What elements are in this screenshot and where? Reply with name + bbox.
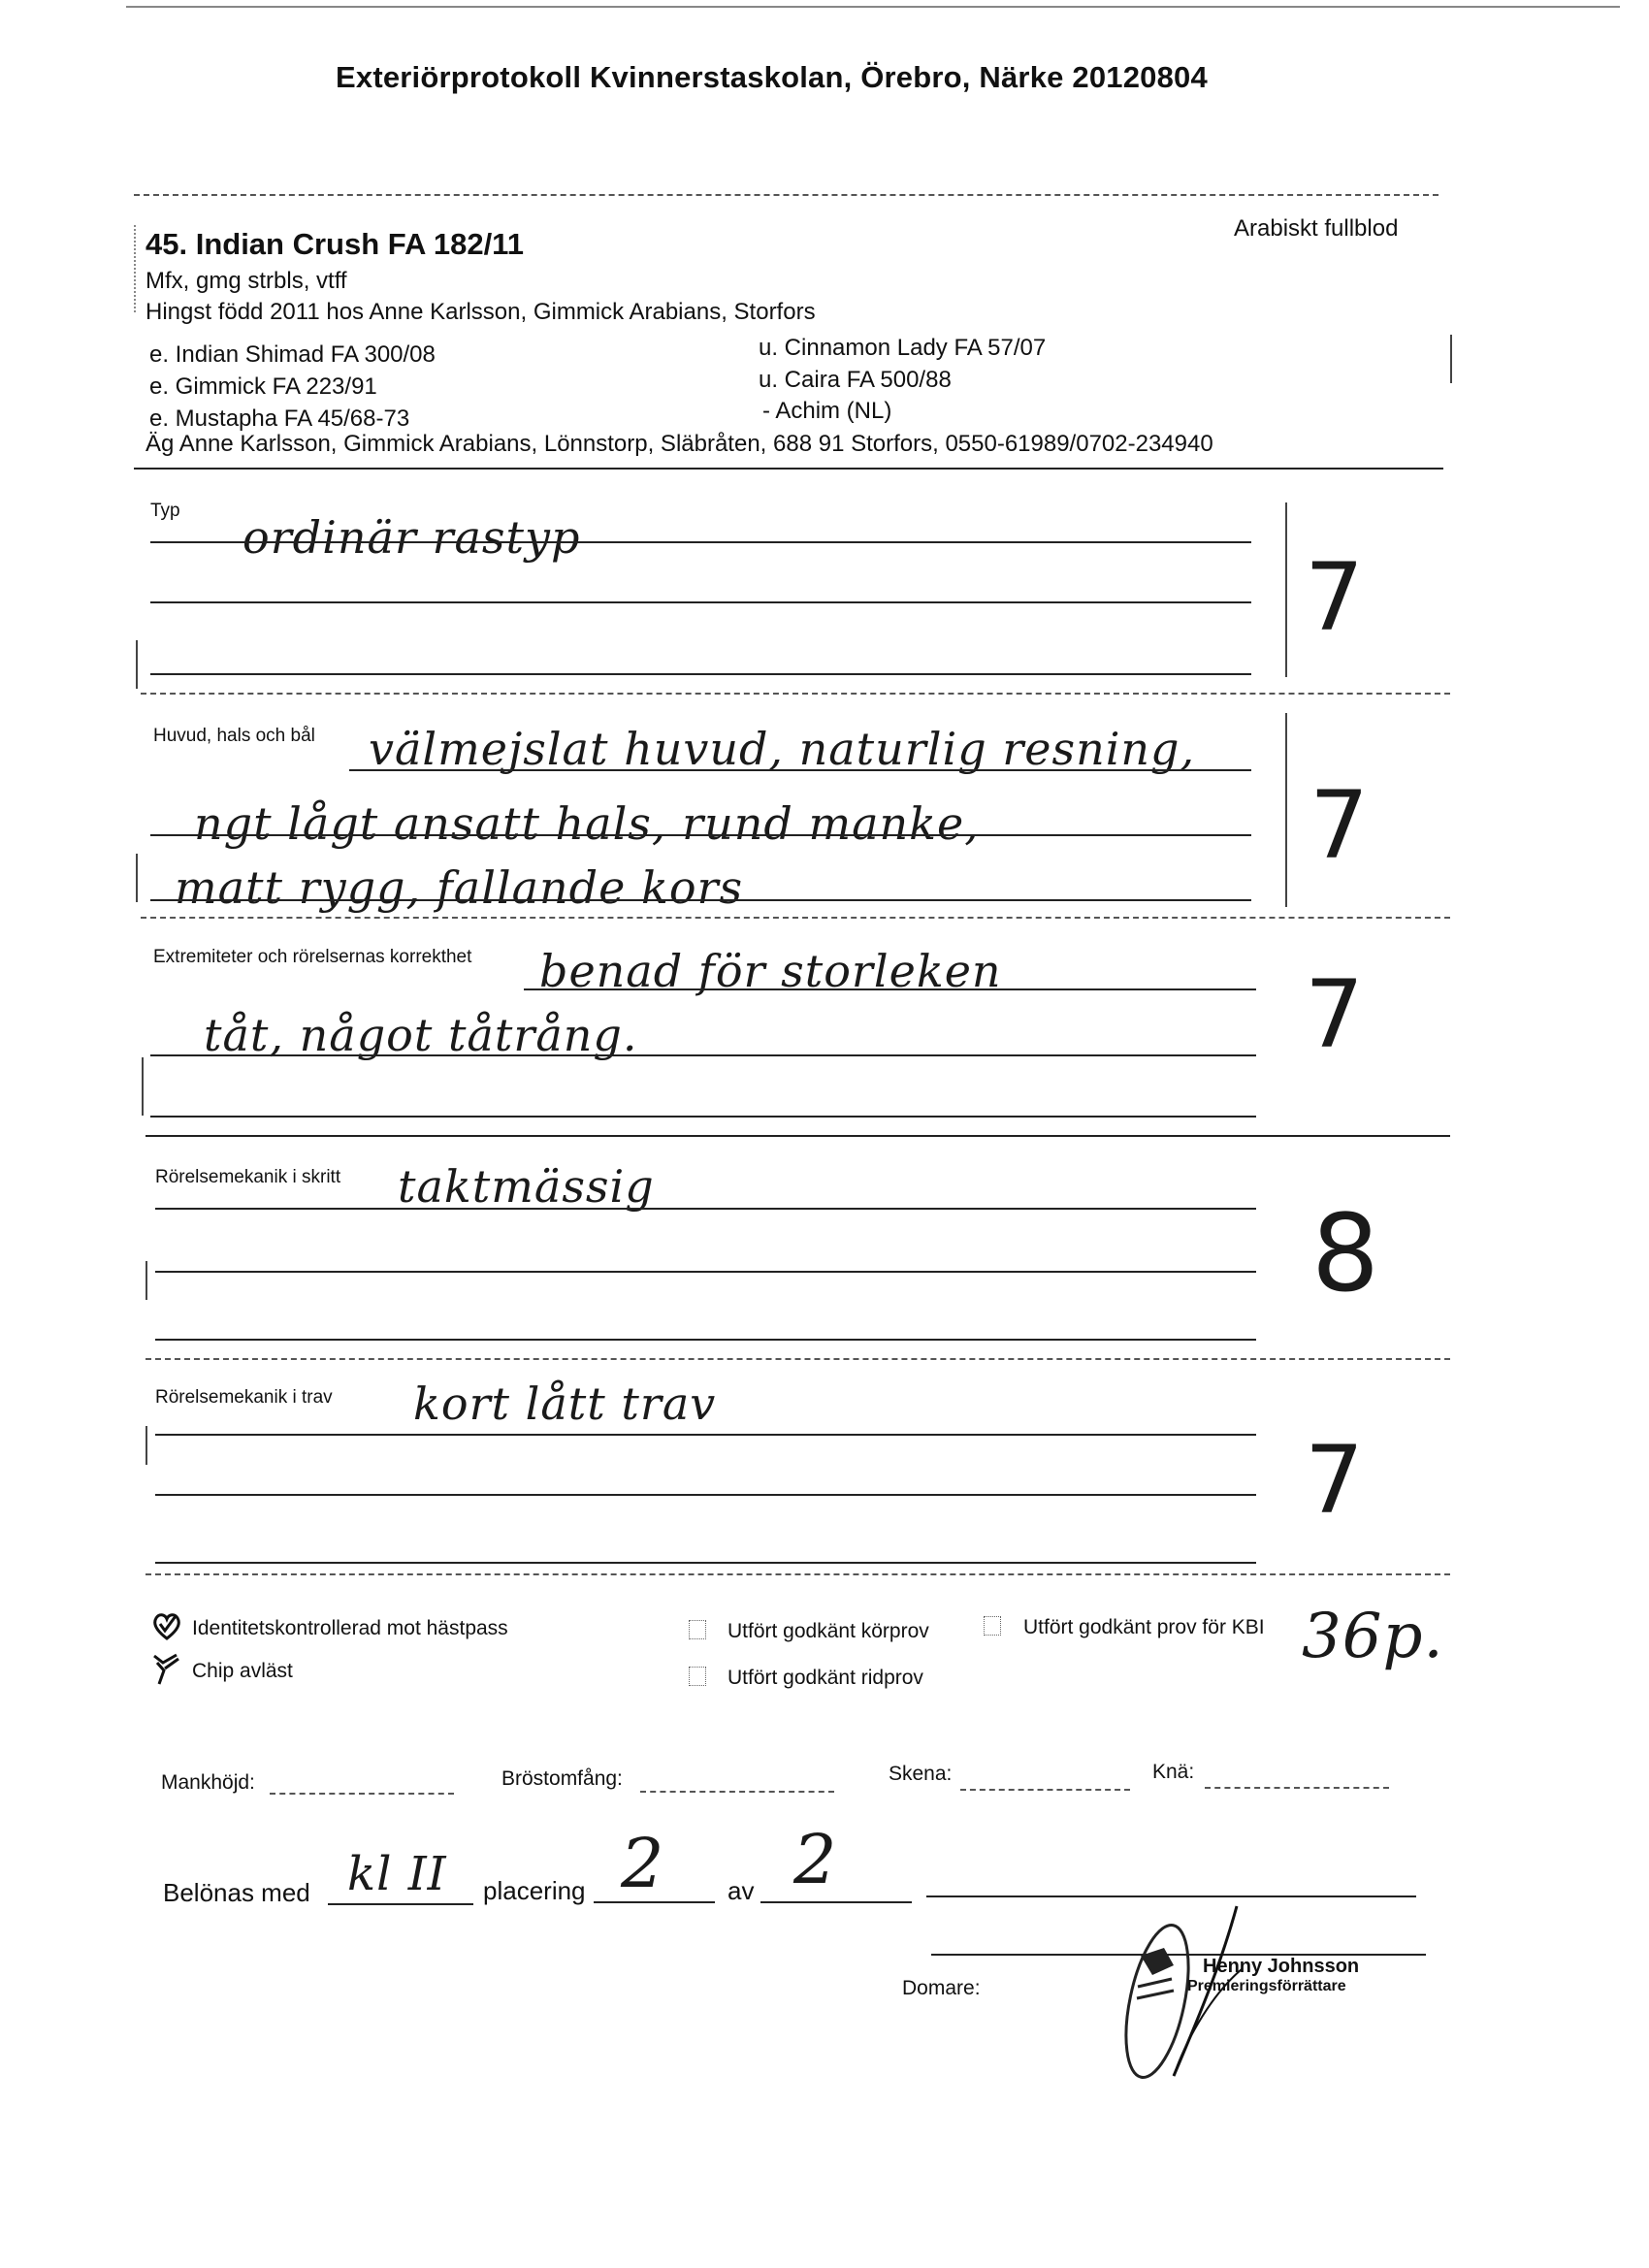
horse-name: 45. Indian Crush FA 182/11 — [146, 227, 524, 261]
score-typ: 7 — [1305, 543, 1365, 652]
pedigree-sire-dam: u. Caira FA 500/88 — [759, 367, 952, 393]
horse-birth: Hingst född 2011 hos Anne Karlsson, Gimmick Arabians, Storfors — [146, 299, 816, 325]
pedigree-sire: e. Indian Shimad FA 300/08 — [149, 341, 436, 368]
placering-label: placering — [483, 1876, 586, 1905]
section-label-trav: Rörelsemekanik i trav — [155, 1387, 333, 1408]
skena-label: Skena: — [889, 1763, 953, 1785]
ridprov-label: Utfört godkänt ridprov — [728, 1667, 923, 1689]
handwritten-huvud-line1: välmejslat huvud, naturlig resning, — [369, 723, 1196, 775]
extremiteter-rule-3 — [150, 1116, 1256, 1118]
pedigree-sire-sire: e. Gimmick FA 223/91 — [149, 373, 377, 400]
extremiteter-rule-1 — [524, 988, 1256, 990]
score-column-rule-1 — [1285, 502, 1287, 677]
handwritten-skritt-line1: taktmässig — [398, 1160, 655, 1213]
handwritten-huvud-line2: ngt lågt ansatt hals, rund manke, — [194, 797, 980, 850]
extremiteter-section-divider — [146, 1135, 1450, 1137]
typ-rule-2 — [150, 601, 1251, 603]
section-label-extremiteter: Extremiteter och rörelsernas korrekthet — [153, 947, 472, 967]
left-margin-mark-3 — [136, 854, 138, 902]
page-title: Exteriörprotokoll Kvinnerstaskolan, Örebro, Närke 20120804 — [336, 60, 1208, 94]
score-trav: 7 — [1305, 1426, 1365, 1535]
trav-rule-1 — [155, 1434, 1256, 1436]
typ-section-divider — [141, 693, 1450, 695]
left-margin-mark-1 — [134, 225, 136, 312]
skena-field[interactable] — [960, 1789, 1130, 1791]
section-label-typ: Typ — [150, 501, 180, 521]
section-label-skritt: Rörelsemekanik i skritt — [155, 1167, 341, 1187]
score-skritt: 8 — [1311, 1191, 1379, 1315]
trav-rule-2 — [155, 1494, 1256, 1496]
kbi-label: Utfört godkänt prov för KBI — [1023, 1616, 1265, 1638]
huvud-section-divider — [141, 917, 1450, 919]
left-margin-mark-5 — [146, 1261, 147, 1300]
brostomfang-field[interactable] — [640, 1791, 834, 1793]
trav-section-divider — [146, 1573, 1450, 1575]
left-margin-mark-2 — [136, 640, 138, 689]
chip-check-icon — [151, 1651, 182, 1686]
trav-rule-3 — [155, 1562, 1256, 1564]
kbi-checkbox[interactable] — [984, 1616, 1001, 1636]
handwritten-extremiteter-line2: tåt, något tåtrång. — [204, 1009, 638, 1061]
handwritten-trav-line1: kort lått trav — [413, 1377, 717, 1430]
huvud-rule-1 — [349, 769, 1251, 771]
identity-check-label: Identitetskontrollerad mot hästpass — [192, 1617, 508, 1639]
brostomfang-label: Bröstomfång: — [501, 1767, 623, 1790]
typ-rule-1 — [150, 541, 1251, 543]
mankhojd-field[interactable] — [270, 1793, 454, 1795]
score-huvud: 7 — [1310, 771, 1370, 880]
handwritten-award-class: kl II — [347, 1847, 447, 1901]
left-margin-mark-4 — [142, 1057, 144, 1116]
pedigree-dam: u. Cinnamon Lady FA 57/07 — [759, 335, 1047, 361]
horse-breed: Arabiskt fullblod — [1234, 215, 1399, 242]
typ-rule-3 — [150, 673, 1251, 675]
pedigree-dam-sire: e. Mustapha FA 45/68-73 — [149, 405, 410, 432]
handwritten-huvud-line3: matt rygg, fallande kors — [175, 861, 744, 914]
handwritten-placering: 2 — [621, 1824, 665, 1903]
left-margin-mark-6 — [146, 1426, 147, 1465]
mankhojd-label: Mankhöjd: — [161, 1771, 255, 1794]
header-top-rule — [134, 194, 1439, 196]
huvud-rule-3 — [150, 899, 1251, 901]
section-label-huvud: Huvud, hals och bål — [153, 726, 315, 746]
huvud-rule-2 — [150, 834, 1251, 836]
judge-label: Domare: — [902, 1977, 981, 1999]
placering-field[interactable] — [594, 1901, 715, 1903]
handwritten-total-points: 36p. — [1302, 1601, 1444, 1672]
handwritten-typ-line1: ordinär rastyp — [242, 511, 581, 564]
scan-edge-line — [126, 6, 1620, 8]
score-extremiteter: 7 — [1305, 960, 1365, 1069]
av-field[interactable] — [760, 1901, 912, 1903]
owner-info: Äg Anne Karlsson, Gimmick Arabians, Lönnstorp, Släbråten, 688 91 Storfors, 0550-61989/0702-234940 — [146, 431, 1213, 457]
skritt-rule-2 — [155, 1271, 1256, 1273]
chip-check-label: Chip avläst — [192, 1660, 293, 1682]
skritt-rule-3 — [155, 1339, 1256, 1341]
extremiteter-rule-2 — [150, 1054, 1256, 1056]
award-extra-field — [926, 1895, 1416, 1897]
identity-check-icon — [151, 1610, 182, 1641]
korprov-label: Utfört godkänt körprov — [728, 1620, 929, 1642]
handwritten-av: 2 — [793, 1820, 838, 1899]
header-bottom-rule — [134, 468, 1443, 470]
judge-title: Premieringsförrättare — [1187, 1978, 1346, 1994]
korprov-checkbox[interactable] — [689, 1620, 706, 1639]
score-column-rule-2 — [1285, 713, 1287, 907]
award-prefix: Belönas med — [163, 1878, 310, 1907]
av-label: av — [728, 1876, 755, 1905]
kna-field[interactable] — [1205, 1787, 1389, 1789]
score-column-rule-3 — [1450, 335, 1452, 383]
skritt-section-divider — [146, 1358, 1450, 1360]
kna-label: Knä: — [1152, 1761, 1195, 1783]
judge-name: Henny Johnsson — [1203, 1956, 1360, 1977]
pedigree-dam-dam: - Achim (NL) — [762, 398, 892, 424]
skritt-rule-1 — [155, 1208, 1256, 1210]
handwritten-extremiteter-line1: benad för storleken — [539, 945, 1002, 997]
horse-color: Mfx, gmg strbls, vtff — [146, 268, 347, 294]
award-class-field[interactable] — [328, 1903, 473, 1905]
ridprov-checkbox[interactable] — [689, 1667, 706, 1686]
